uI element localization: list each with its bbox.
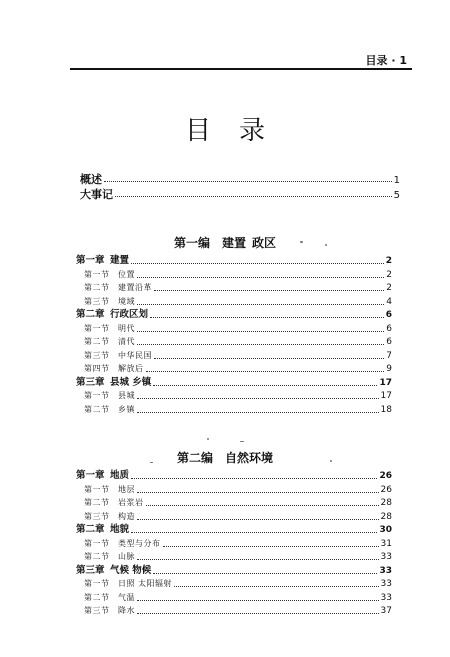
section-number: 第三节 bbox=[84, 511, 110, 521]
section-number: 第一节 bbox=[84, 391, 110, 400]
toc-entry-label bbox=[76, 308, 148, 321]
scan-speck bbox=[325, 244, 327, 246]
toc-chapter-entry[interactable] bbox=[76, 523, 392, 536]
chapter-number: 第一章 bbox=[76, 470, 105, 481]
toc-entry-label bbox=[84, 295, 135, 308]
entry-title: 建置 bbox=[110, 255, 130, 266]
entry-title: 建置沿革 bbox=[118, 283, 152, 292]
toc-section-entry[interactable] bbox=[84, 335, 392, 348]
toc-page-number: 33 bbox=[380, 579, 392, 589]
entry-title: 明代 bbox=[118, 323, 135, 333]
toc-chapter-entry[interactable] bbox=[76, 564, 392, 577]
section-number: 第一节 bbox=[84, 484, 110, 494]
dot-leader bbox=[131, 254, 384, 264]
section-number: 第二节 bbox=[84, 283, 110, 292]
dot-leader bbox=[137, 510, 379, 520]
toc-page-number: 6 bbox=[386, 323, 392, 334]
dot-leader bbox=[137, 550, 379, 560]
toc-entry-label bbox=[76, 376, 151, 389]
section-number: 第一节 bbox=[84, 538, 110, 548]
dot-leader bbox=[163, 537, 379, 547]
part-number: 第二编 bbox=[176, 451, 213, 465]
dot-leader bbox=[137, 483, 379, 493]
part-title-word: 自然环境 bbox=[225, 451, 274, 465]
toc-page-number: 1 bbox=[393, 175, 400, 186]
chapter-number: 第二章 bbox=[76, 309, 105, 320]
toc-page-number: 26 bbox=[380, 484, 392, 495]
entry-title: 解放后 bbox=[118, 364, 144, 373]
scan-speck bbox=[330, 460, 332, 462]
dot-leader bbox=[154, 349, 384, 359]
section-number: 第二节 bbox=[84, 404, 110, 414]
entry-title: 地层 bbox=[118, 484, 135, 494]
entry-title: 位置 bbox=[118, 269, 135, 279]
toc-page-number: 18 bbox=[380, 404, 392, 415]
toc-section-entry[interactable] bbox=[84, 349, 392, 362]
toc-entry-overview[interactable] bbox=[80, 172, 400, 187]
section-number: 第四节 bbox=[84, 364, 110, 373]
toc-entry-label bbox=[84, 281, 152, 294]
toc-entry-label: 大事记 bbox=[80, 188, 113, 201]
dot-leader bbox=[146, 496, 379, 506]
toc-section-entry[interactable] bbox=[84, 510, 392, 523]
entry-title: 降水 bbox=[118, 606, 135, 615]
dot-leader bbox=[137, 403, 379, 413]
scan-speck bbox=[300, 241, 303, 243]
toc-entry-label bbox=[84, 537, 161, 550]
dot-leader bbox=[137, 322, 384, 332]
dot-leader bbox=[153, 564, 377, 574]
toc-page-number: 33 bbox=[379, 565, 392, 576]
dot-leader bbox=[137, 268, 384, 278]
toc-section-entry[interactable] bbox=[84, 591, 392, 604]
dot-leader bbox=[146, 362, 385, 372]
toc-entry-label bbox=[84, 496, 144, 509]
section-number: 第二节 bbox=[84, 592, 110, 602]
dot-leader bbox=[131, 523, 377, 533]
entry-title: 类型与分布 bbox=[118, 538, 161, 548]
toc-entry-label: 概述 bbox=[80, 173, 102, 186]
chapter-number: 第三章 bbox=[76, 376, 105, 388]
toc-page-number: 9 bbox=[386, 364, 392, 374]
page-title: 目录 bbox=[184, 116, 293, 146]
toc-section-entry[interactable] bbox=[84, 403, 392, 416]
dot-leader bbox=[104, 172, 392, 182]
chapter-number: 第一章 bbox=[76, 255, 105, 266]
toc-entry-label bbox=[84, 604, 135, 617]
part-title-word: 政区 bbox=[252, 236, 277, 250]
chapter-number: 第三章 bbox=[76, 564, 105, 576]
header-rule bbox=[70, 68, 412, 70]
scan-speck bbox=[150, 462, 153, 463]
toc-section-entry[interactable] bbox=[84, 322, 392, 335]
toc-page-number: 33 bbox=[380, 592, 392, 603]
toc-entry-label bbox=[84, 335, 135, 348]
section-number: 第一节 bbox=[84, 323, 110, 333]
toc-page-number: 31 bbox=[380, 538, 392, 549]
entry-title: 县城 乡镇 bbox=[110, 376, 152, 388]
dot-leader bbox=[150, 308, 384, 318]
section-number: 第一节 bbox=[84, 269, 110, 279]
toc-entry-chronicle[interactable] bbox=[80, 187, 400, 202]
toc-page-number: 28 bbox=[380, 498, 392, 508]
entry-title: 行政区划 bbox=[110, 309, 149, 320]
chapter-number: 第二章 bbox=[76, 524, 105, 535]
toc-section-entry[interactable] bbox=[84, 577, 392, 590]
toc-page-number: 26 bbox=[379, 471, 392, 481]
toc-page-number: 17 bbox=[380, 391, 392, 401]
toc-entry-label bbox=[84, 550, 135, 563]
toc-chapter-entry[interactable] bbox=[76, 469, 392, 482]
entry-title: 地貌 bbox=[110, 524, 130, 535]
toc-entry-label bbox=[84, 591, 135, 604]
entry-title: 中华民国 bbox=[118, 350, 152, 360]
entry-title: 清代 bbox=[118, 337, 135, 346]
section-number: 第三节 bbox=[84, 350, 110, 360]
section-number: 第二节 bbox=[84, 498, 110, 507]
toc-section-entry[interactable] bbox=[84, 604, 392, 617]
entry-title: 境域 bbox=[118, 296, 135, 306]
entry-title: 气候 物候 bbox=[110, 564, 152, 576]
toc-entry-label bbox=[76, 523, 129, 536]
dot-leader bbox=[137, 295, 384, 305]
toc-page-number: 7 bbox=[386, 350, 392, 361]
toc-section-entry[interactable] bbox=[84, 268, 392, 281]
part-heading-1 bbox=[0, 234, 450, 251]
toc-page-number: 2 bbox=[386, 283, 392, 293]
part-number: 第一编 bbox=[173, 236, 210, 250]
toc-section-entry[interactable] bbox=[84, 496, 392, 509]
toc-section-entry[interactable] bbox=[84, 537, 392, 550]
toc-page-number: 37 bbox=[380, 606, 392, 616]
entry-title: 气温 bbox=[118, 592, 135, 602]
toc-entry-label bbox=[76, 564, 151, 577]
section-number: 第三节 bbox=[84, 296, 110, 306]
toc-entry-label bbox=[84, 577, 172, 590]
toc-page-number: 6 bbox=[385, 310, 392, 320]
dot-leader bbox=[174, 577, 379, 587]
toc-page-number: 4 bbox=[386, 296, 392, 307]
dot-leader bbox=[137, 389, 379, 399]
dot-leader bbox=[137, 335, 384, 345]
dot-leader bbox=[137, 591, 379, 601]
dot-leader bbox=[137, 604, 379, 614]
entry-title: 构造 bbox=[118, 511, 135, 521]
dot-leader bbox=[115, 187, 392, 197]
toc-section-entry[interactable] bbox=[84, 362, 392, 375]
toc-entry-label bbox=[76, 254, 129, 267]
toc-entry-label bbox=[76, 469, 129, 482]
entry-title: 县城 bbox=[118, 391, 135, 400]
section-number: 第二节 bbox=[84, 552, 110, 561]
toc-entry-label bbox=[84, 322, 135, 335]
toc-page-number: 5 bbox=[393, 190, 400, 201]
toc-chapter-entry[interactable] bbox=[76, 254, 392, 267]
scan-speck bbox=[207, 438, 209, 440]
toc-entry-label bbox=[84, 389, 135, 402]
toc-entry-label bbox=[84, 268, 135, 281]
toc-page-number: 2 bbox=[386, 269, 392, 280]
toc-entry-label bbox=[84, 362, 144, 375]
section-number: 第三节 bbox=[84, 606, 110, 615]
dot-leader bbox=[154, 281, 384, 291]
running-head: 目录 · 1 bbox=[365, 54, 407, 67]
toc-entry-label bbox=[84, 349, 152, 362]
toc-entry-label bbox=[84, 483, 135, 496]
toc-page-number: 17 bbox=[379, 377, 392, 388]
toc-section-entry[interactable] bbox=[84, 295, 392, 308]
toc-page-number: 28 bbox=[380, 511, 392, 522]
toc-page-number: 2 bbox=[385, 256, 392, 266]
dot-leader bbox=[153, 376, 377, 386]
scan-speck bbox=[240, 441, 244, 442]
entry-title: 乡镇 bbox=[118, 404, 135, 414]
toc-section-entry[interactable] bbox=[84, 389, 392, 402]
toc-entry-label bbox=[84, 510, 135, 523]
dot-leader bbox=[131, 469, 377, 479]
toc-chapter-entry[interactable] bbox=[76, 308, 392, 321]
part-heading-2 bbox=[0, 449, 450, 466]
toc-section-entry[interactable] bbox=[84, 281, 392, 294]
entry-title: 日照 太阳辐射 bbox=[118, 579, 173, 588]
toc-page-number: 6 bbox=[386, 337, 392, 347]
toc-section-entry[interactable] bbox=[84, 483, 392, 496]
section-number: 第一节 bbox=[84, 579, 110, 588]
entry-title: 地质 bbox=[110, 470, 130, 481]
toc-section-entry[interactable] bbox=[84, 550, 392, 563]
toc-page-number: 30 bbox=[379, 525, 392, 535]
entry-title: 岩浆岩 bbox=[118, 498, 144, 507]
part-title-word: 建置 bbox=[221, 236, 246, 250]
toc-entry-label bbox=[84, 403, 135, 416]
entry-title: 山脉 bbox=[118, 552, 135, 561]
section-number: 第二节 bbox=[84, 337, 110, 346]
toc-chapter-entry[interactable] bbox=[76, 376, 392, 389]
toc-page-number: 33 bbox=[380, 552, 392, 562]
